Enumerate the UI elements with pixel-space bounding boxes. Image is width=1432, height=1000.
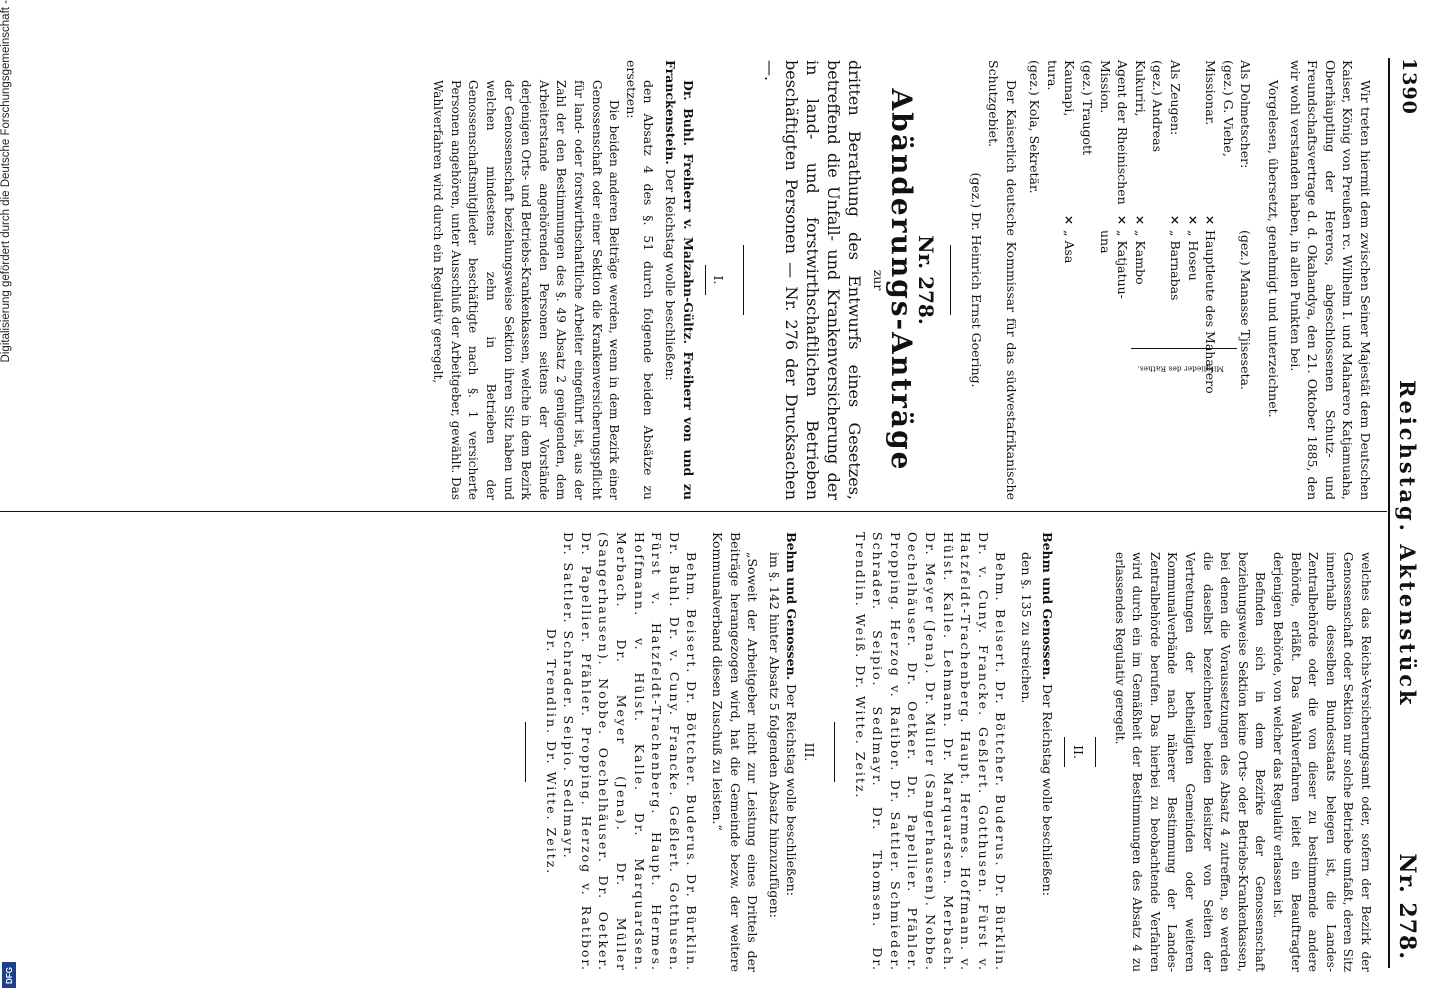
signature-line: tura. bbox=[1044, 60, 1060, 91]
motion-header: Behm und Genossen. Der Reichstag wolle beschließen: bbox=[1040, 532, 1056, 896]
section-divider bbox=[834, 722, 835, 782]
dfg-logo: DFG bbox=[2, 962, 16, 988]
signature-line: Als Zeugen:×„ Barnabas bbox=[1168, 60, 1184, 301]
signature-block bbox=[1026, 60, 1255, 500]
signature-line: (gez.) Kola, Sekretär. bbox=[1027, 60, 1043, 194]
section-divider bbox=[1065, 737, 1066, 767]
signature-line: (gez.) G. Viehe, Missionar.×Hauptleute des Maharero bbox=[1203, 60, 1236, 394]
motion-header: Dr. Buhl. Freiherr v. Malzahn-Gültz. Freiherr von und zu Franckenstein. Der Reichstag wolle beschließen: bbox=[662, 60, 696, 500]
left-column bbox=[429, 60, 1374, 500]
section-number: II. bbox=[1071, 745, 1087, 759]
amendments-heading: Abänderungs-Anträge bbox=[885, 88, 919, 472]
signatories-list: Behm. Beisert. Dr. Böttcher. Buderus. Dr. Bürklin. Dr. v. Cuny. Francke. Geßlert. Gotthusen. Fürst v. Hatzfeldt-Trachenberg. Haupt. Hermes. Hoffmann. v. Hülst. Kalle. Lehmann. Dr. Marquardsen. Merbach. Dr. Meyer (Jena). Dr. Müller (Sangerhausen). Nobbe. Oechelhäuser. Dr. Oetker. Dr. Papellier. Pfähler. Propping. Herzog v. Ratibor. Dr. Sattler. Schmieder. Schrader. Seipio. Sedlmayr. Dr. Thomsen. Dr. Trendlin. Weiß. Dr. Witte. Zeitz. bbox=[852, 532, 1009, 972]
motion-text: „Soweit der Arbeitgeber nicht zur Leistung eines Drittels der Beiträge herangezogen wird, hat die Gemeinde bezw. der weitere Kommunalverband diesen Zuschuß zu leisten.“ bbox=[710, 532, 761, 972]
section-number: I. bbox=[711, 275, 727, 285]
column-rule bbox=[0, 511, 1387, 512]
treaty-paragraph: Wir treten hiermit dem zwischen Seiner Majestät dem Deutschen Kaiser, König von Preußen rc. Wilhelm I. und Maharero Katjamuaha, Oberhäuptling der Hereros, abgeschlossenen Schutz- und Freundschaftsvertrage d. d. Okahandya, den 21. Oktober 1885, den wir wohl verstanden haben, in allen Punkten bei. bbox=[1287, 60, 1373, 500]
signature-line: (gez.) Andreas Kukuriri,×„ Kambo bbox=[1132, 60, 1166, 285]
running-title: Reichstag. Aktenstück bbox=[1395, 380, 1420, 708]
regulation-text: welches das Reichs-Versicherungsamt oder, sofern der Bezirk der Genossenschaft oder Sektion nur solche Betriebe umfaßt, deren Sitz innerhalb desselben Bundesstaats belegen ist, die Landes-Zentralbehörde oder die von dieser zu bestimmende andere Behörde, erläßt. Das Wahlverfahren leitet ein Beauftragter derjenigen Behörde, von welcher das Regulativ erlassen ist. bbox=[1271, 552, 1373, 972]
commissioner-signature: (gez.) Dr. Heinrich Ernst Goering. bbox=[968, 172, 984, 388]
motion-header: Behm und Genossen. Der Reichstag wolle beschließen: bbox=[784, 532, 800, 896]
signature-line: (gez.) Traugott Kaunapi,×„ Asa bbox=[1062, 60, 1096, 264]
signatories-list: Behm. Beisert. Dr. Böttcher. Buderus. Dr. Bürklin. Dr. Buhl. Dr. v. Cuny. Francke. Geßlert. Gotthusen. Fürst v. Hatzfeldt-Trachenberg. Haupt. Hermes. Hoffmann. v. Hülst. Kalle. Dr. Marquardsen. Merbach. Dr. Meyer (Jena). Dr. Müller (Sangerhausen). Nobbe. Oechelhäuser. Dr. Oetker. Dr. Papellier. Pfähler. Propping. Herzog v. Ratibor. Dr. Sattler. Schrader. Seipio. Sedlmayr. bbox=[561, 532, 700, 972]
section-divider bbox=[525, 722, 526, 782]
signature-line: ×„ Hoseu bbox=[1185, 214, 1201, 281]
brace-note: Mitglieder des Rathes. bbox=[1137, 364, 1225, 374]
section-divider bbox=[705, 265, 706, 295]
signatories-list-end: Dr. Trendlin. Dr. Witte. Zeitz. bbox=[543, 628, 559, 876]
signature-line: Agent der Rheinischen×„ Katjatuu- bbox=[1115, 60, 1131, 299]
signature-line: Als Dolmetscher:(gez.) Manasse Tjiseseta. bbox=[1238, 60, 1254, 390]
signature-line: Mission.una bbox=[1097, 60, 1113, 254]
section-divider bbox=[950, 245, 951, 315]
page-number: 1390 bbox=[1398, 58, 1420, 115]
read-confirmation: Vorgelesen, übersetzt, genehmigt und unterzeichnet. bbox=[1266, 80, 1282, 418]
motion-instruction: den Absatz 4 des §. 51 durch folgende beiden Absätze zu ersetzen: bbox=[623, 60, 657, 500]
bill-title: dritten Berathung des Entwurfs eines Gesetzes, betreffend die Unfall- und Krankenversicherung der in land- und forstwirthschaftlichen Betrieben beschäftigten Personen — Nr. 276 der Drucksachen —. bbox=[761, 60, 865, 500]
motion-instruction: im §. 142 hinter Absatz 5 folgenden Absatz hinzuzufügen: bbox=[766, 552, 782, 918]
heading-preposition: zur bbox=[870, 269, 886, 291]
regulation-text: Befinden sich in dem Bezirke der Genossenschaft beziehungsweise Sektion keine Orts- oder Betriebs-Krankenkassen, bei denen die Voraussetzungen des Absatz 4 zutreffen, so werden die daselbst bezeichneten beiden Beisitzer von Seiten der Vertretungen der betheiligten Gemeinden oder weiteren Kommunalverbände nach näherer Bestimmung der Landes-Zentralbehörde berufen. Das hierbei zu beobachtende Verfahren wird durch ein im Gemäßheit der Bestimmungen des Absatz 4 zu erlassendes Regulativ geregelt. bbox=[1112, 552, 1268, 972]
header-rule bbox=[1388, 58, 1390, 968]
document-number: Nr. 278. bbox=[1394, 853, 1420, 960]
funding-note: Digitalisierung gefördert durch die Deutsche Forschungsgemeinschaft - bbox=[0, 0, 12, 363]
section-divider bbox=[1095, 737, 1096, 767]
document-number-heading: Nr. 278. bbox=[913, 235, 938, 325]
right-column bbox=[509, 532, 1374, 972]
commissioner-title: Der Kaiserlich deutsche Kommissar für das südwestafrikanische Schutzgebiet. bbox=[986, 60, 1019, 500]
council-brace bbox=[1131, 342, 1237, 349]
section-divider bbox=[743, 245, 744, 315]
motion-text: Die beiden anderen Beiträge werden, wenn in dem Bezirk einer Genossenschaft oder einer Sektion die Krankenversicherungspflicht für land- oder forstwirthschaftliche Arbeiter eingeführt ist, aus der Zahl der den Bestimmungen des §. 49 Absatz 2 genügenden, dem Arbeiterstande angehörenden Personen seitens der Vorstände derjenigen Orts- und Betriebs-Krankenkassen, welche in dem Bezirk der Genossenschaft beziehungsweise Sektion ihren Sitz haben und welchen mindestens zehn in Betrieben der Genossenschaftsmitglieder beschäftigte nach §. 1 versicherte Personen angehören, unter Ausschluß der Arbeitgeber, gewählt. Das Wahlverfahren wird durch ein Regulativ geregelt, bbox=[431, 80, 622, 500]
section-number: III. bbox=[801, 742, 817, 762]
motion-instruction: den §. 135 zu streichen. bbox=[1018, 552, 1034, 704]
